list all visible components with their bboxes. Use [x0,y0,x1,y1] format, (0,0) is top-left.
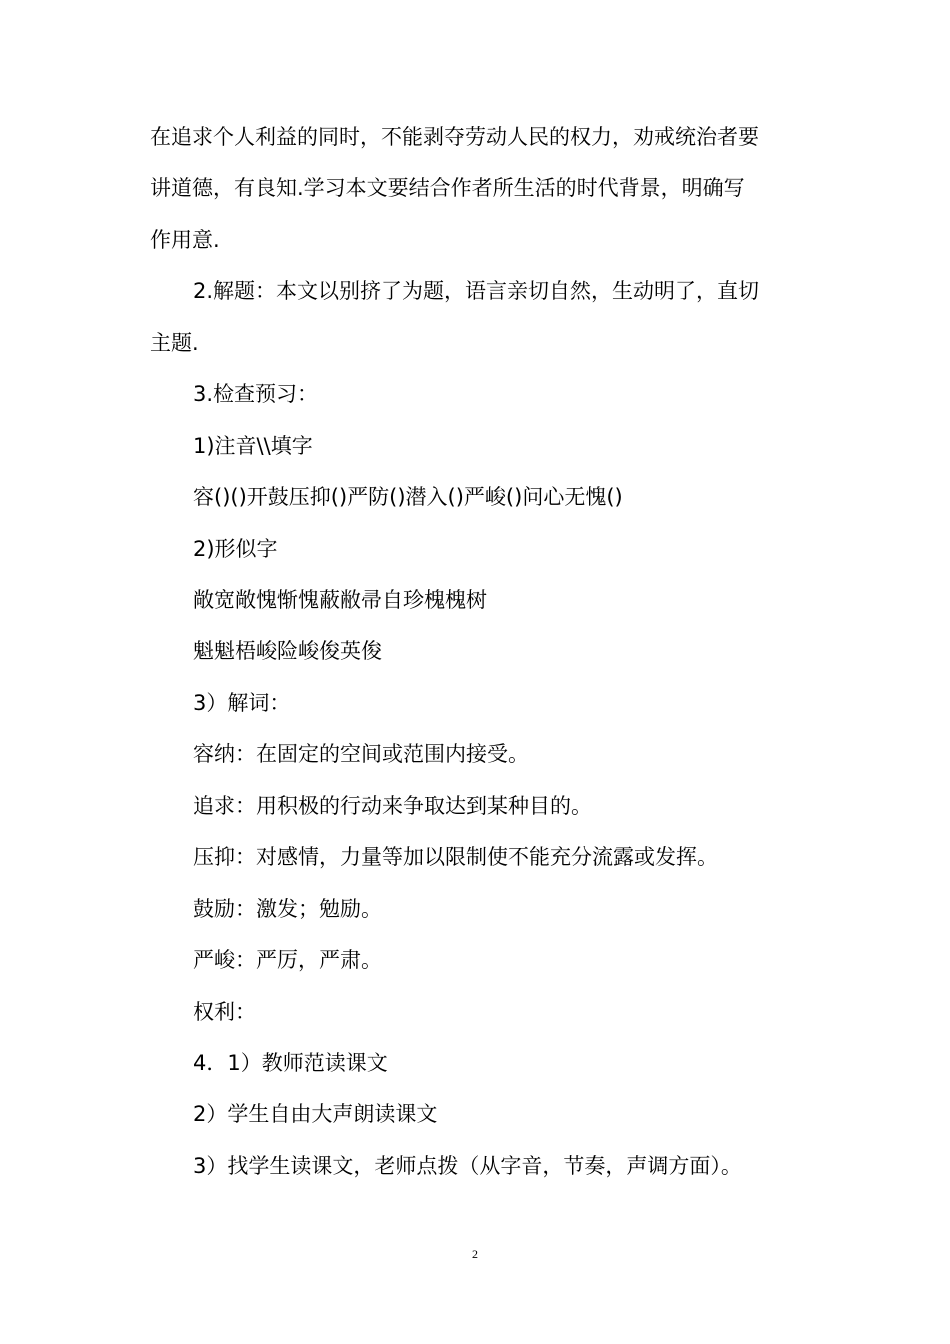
text-line: 讲道德，有良知.学习本文要结合作者所生活的时代背景，明确写 [150,176,745,200]
definition-line: 压抑：对感情，力量等加以限制使不能充分流露或发挥。 [193,845,718,869]
text-line: 主题. [150,331,199,355]
section-heading: 3.检查预习： [193,382,319,406]
definition-line: 严峻：严厉，严肃。 [193,948,382,972]
subheading: 3）解词： [193,691,291,715]
page-number: 2 [472,1247,478,1261]
definition-line: 追求：用积极的行动来争取达到某种目的。 [193,794,592,818]
text-line: 容()()开鼓压抑()严防()潜入()严峻()问心无愧() [193,485,623,509]
text-line: 作用意. [150,228,220,252]
step-line: 2）学生自由大声朗读课文 [193,1102,438,1126]
definition-line: 鼓励：激发；勉励。 [193,897,382,921]
definition-line: 容纳：在固定的空间或范围内接受。 [193,742,529,766]
step-line: 3）找学生读课文，老师点拨（从字音，节奏，声调方面）。 [193,1154,742,1178]
definition-line: 权利： [193,1000,256,1024]
subheading: 2)形似字 [193,537,278,561]
text-line: 在追求个人利益的同时，不能剥夺劳动人民的权力，劝戒统治者要 [150,125,759,149]
text-line: 2.解题：本文以别挤了为题，语言亲切自然，生动明了，直切 [193,279,760,303]
text-line: 敞宽敞愧惭愧蔽敝帚自珍槐槐树 [193,588,487,612]
subheading: 1)注音\\填字 [193,434,313,458]
text-line: 魁魁梧峻险峻俊英俊 [193,639,382,663]
step-line: 4．1）教师范读课文 [193,1051,388,1075]
